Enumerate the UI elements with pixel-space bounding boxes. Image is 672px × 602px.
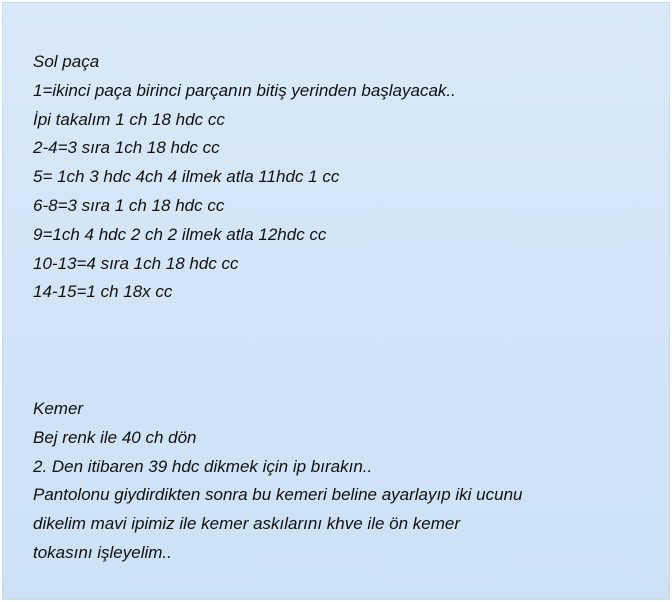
instruction-line: 14-15=1 ch 18x cc xyxy=(33,282,173,302)
instruction-line: Pantolonu giydirdikten sonra bu kemeri beline ayarlayıp iki ucunu xyxy=(33,485,523,505)
instruction-line: 9=1ch 4 hdc 2 ch 2 ilmek atla 12hdc cc xyxy=(33,224,327,244)
instruction-line: tokasını işleyelim.. xyxy=(33,542,172,562)
instruction-card xyxy=(2,2,670,600)
instruction-line: dikelim mavi ipimiz ile kemer askılarını khve ile ön kemer xyxy=(33,514,461,534)
instruction-line: 6-8=3 sıra 1 ch 18 hdc cc xyxy=(33,195,225,215)
section-title: Sol paça xyxy=(33,52,100,71)
section-title: Kemer xyxy=(33,399,84,418)
instruction-line: İpi takalım 1 ch 18 hdc cc xyxy=(33,109,225,129)
instruction-line: Bej renk ile 40 ch dön xyxy=(33,427,197,447)
instruction-line: 10-13=4 sıra 1ch 18 hdc cc xyxy=(33,253,239,273)
section-sol-paca xyxy=(33,48,456,307)
section-kemer xyxy=(33,395,523,568)
instruction-line: 2. Den itibaren 39 hdc dikmek için ip bırakın.. xyxy=(33,456,373,476)
instruction-line: 2-4=3 sıra 1ch 18 hdc cc xyxy=(33,138,220,158)
instruction-line: 5= 1ch 3 hdc 4ch 4 ilmek atla 11hdc 1 cc xyxy=(33,167,340,187)
instruction-line: 1=ikinci paça birinci parçanın bitiş yerinden başlayacak.. xyxy=(33,80,456,100)
